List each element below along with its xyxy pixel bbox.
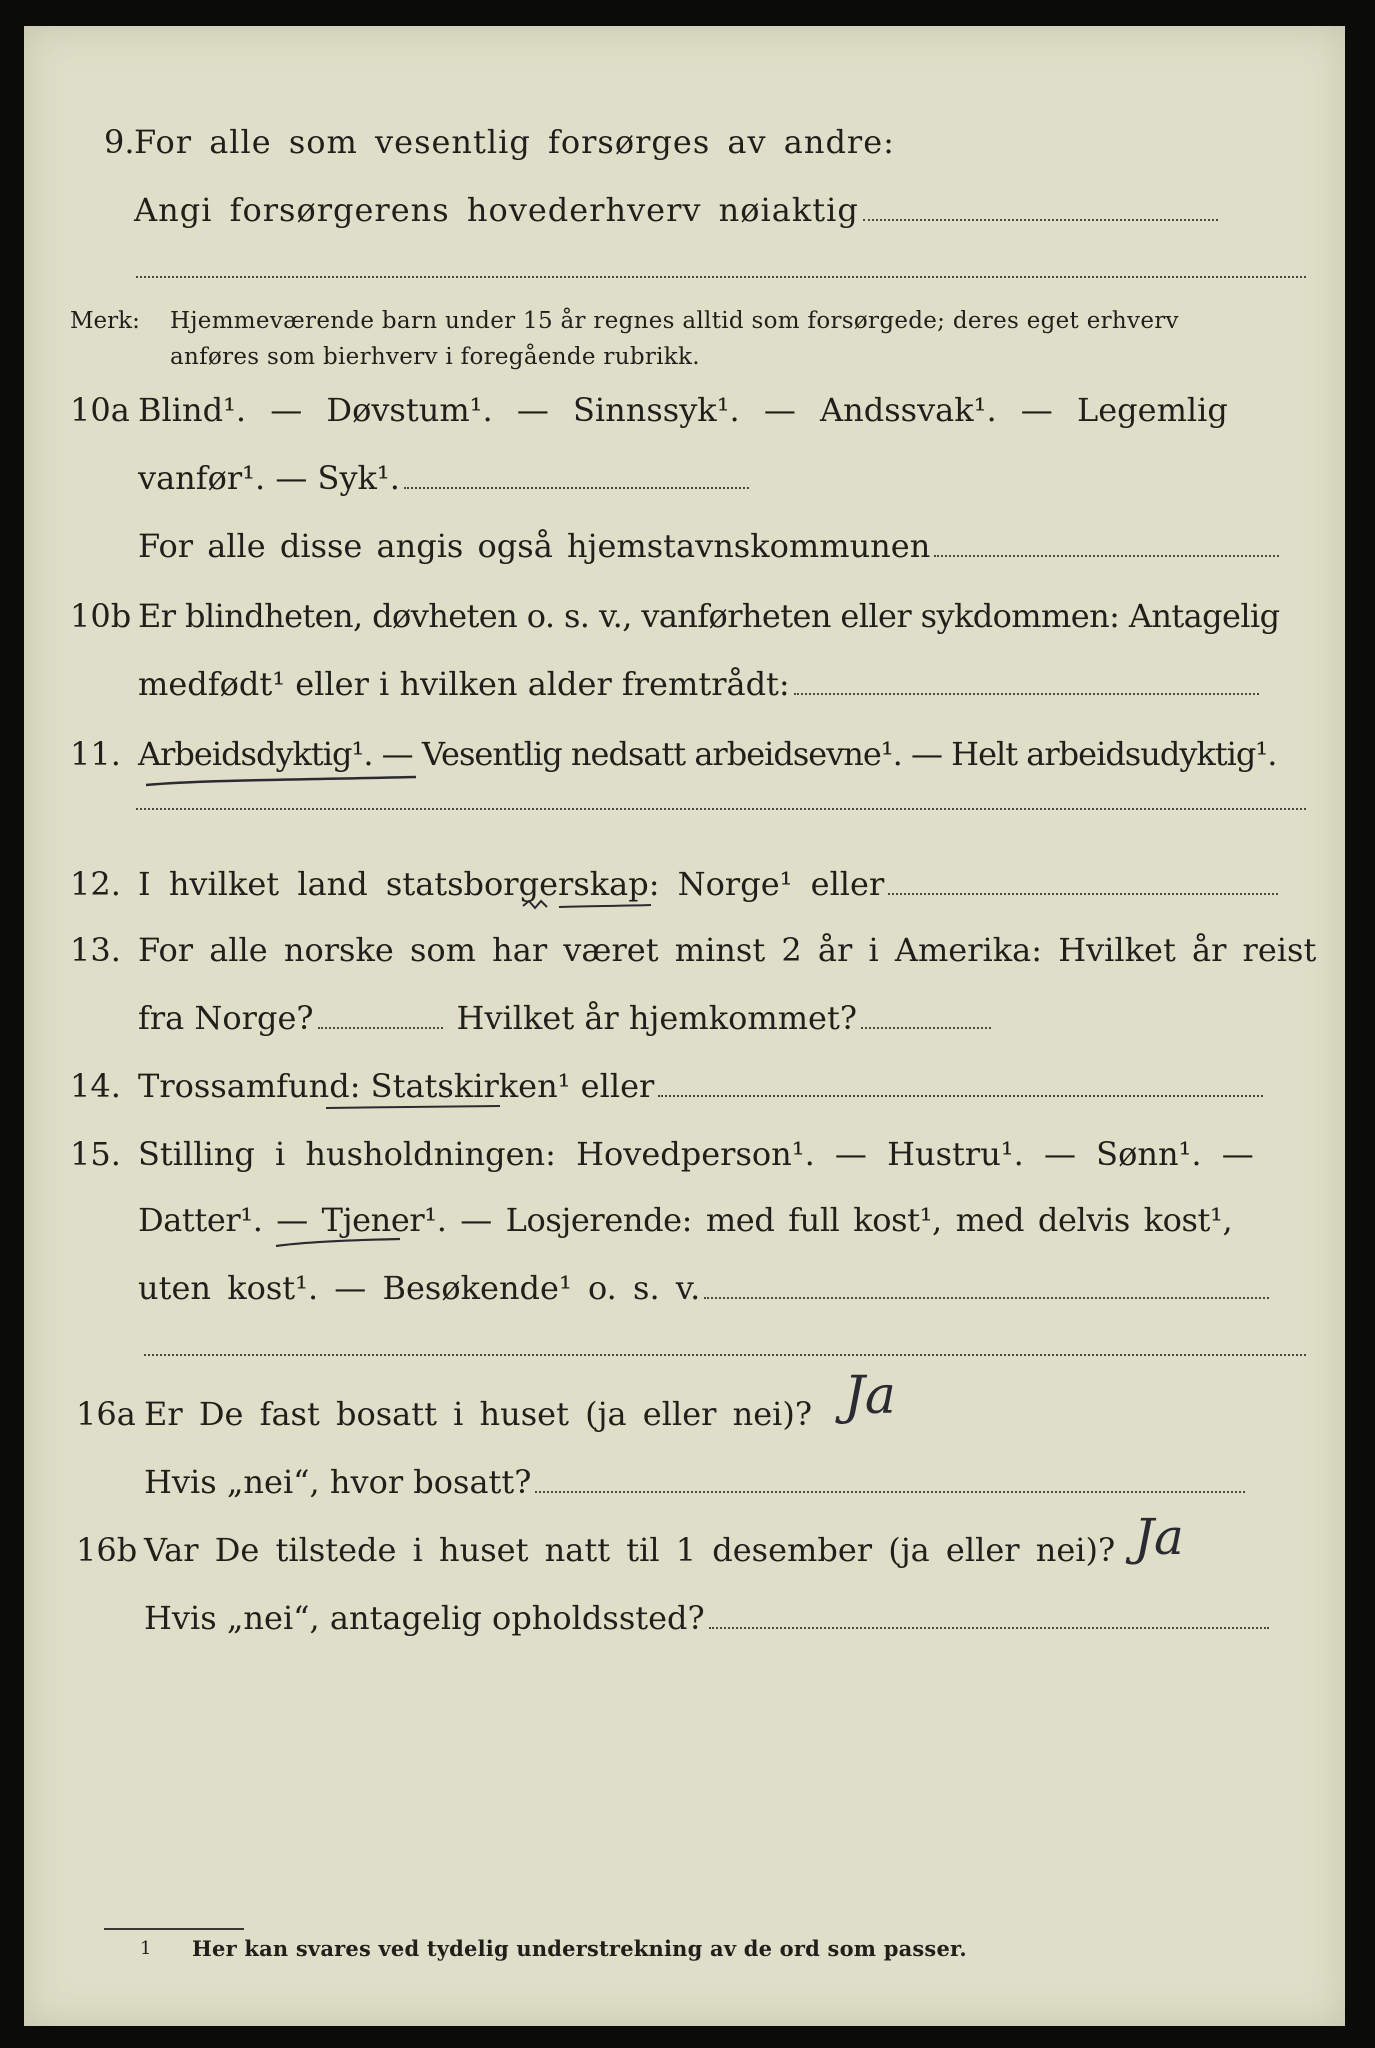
- footnote-mark: 1: [140, 1938, 152, 1959]
- q14-number: 14.: [70, 1067, 121, 1105]
- q16b-line2: [144, 1599, 1269, 1637]
- q13-line1: For alle norske som har været minst 2 år i Amerika: Hvilket år reist: [138, 931, 1317, 969]
- q10a-line2-text: vanfør¹. — Syk¹.: [138, 459, 400, 497]
- q12-answer-field[interactable]: [888, 893, 1278, 895]
- census-form-page: [24, 26, 1345, 2026]
- q10a-line3: [138, 527, 1279, 565]
- q16a-bosatt-field[interactable]: [535, 1491, 1245, 1493]
- q10b-line1: Er blindheten, døvheten o. s. v., vanførheten eller sykdommen: Antagelig: [138, 597, 1280, 635]
- q14-underline-mark: [324, 1102, 504, 1114]
- q16b-line2-text: Hvis „nei“, antagelig opholdssted?: [144, 1599, 705, 1637]
- q11-extra-line: [136, 808, 1306, 810]
- q15-line2: Datter¹. — Tjener¹. — Losjerende: med full kost¹, med delvis kost¹,: [138, 1201, 1233, 1239]
- q11-number: 11.: [70, 735, 121, 773]
- q15-answer-field[interactable]: [704, 1297, 1269, 1299]
- q16a-number: 16a: [76, 1395, 136, 1433]
- q16b-handwritten-answer: Ja: [1134, 1508, 1184, 1566]
- q13-line2: [138, 999, 991, 1037]
- footnote-text: Her kan svares ved tydelig understrekning av de ord som passer.: [192, 1936, 967, 1961]
- q9-number: 9.: [104, 123, 135, 161]
- q12-line1-text: I hvilket land statsborgerskap: Norge¹ eller: [138, 865, 885, 903]
- q16b-opholdssted-field[interactable]: [709, 1627, 1269, 1629]
- q12-line1: [138, 865, 1278, 903]
- q13-number: 13.: [70, 931, 121, 969]
- q11-underline-mark: [144, 771, 424, 791]
- q10a-hjemstavn-field[interactable]: [934, 555, 1279, 557]
- q12-number: 12.: [70, 865, 121, 903]
- merk-line2: anføres som bierhverv i foregående rubrikk.: [170, 344, 700, 370]
- q15-line1: Stilling i husholdningen: Hovedperson¹. — Hustru¹. — Sønn¹. —: [138, 1135, 1254, 1173]
- q16a-line2: [144, 1463, 1245, 1501]
- q16a-line2-text: Hvis „nei“, hvor bosatt?: [144, 1463, 532, 1501]
- q15-line3-text: uten kost¹. — Besøkende¹ o. s. v.: [138, 1269, 701, 1307]
- q10a-number: 10a: [70, 391, 130, 429]
- q16b-line1: Var De tilstede i huset natt til 1 desember (ja eller nei)?: [144, 1531, 1116, 1569]
- q10b-line2-text: medfødt¹ eller i hvilken alder fremtrådt:: [138, 665, 790, 703]
- q10b-number: 10b: [70, 597, 132, 635]
- q15-extra-line: [144, 1354, 1306, 1356]
- q9-answer-field[interactable]: [863, 219, 1218, 221]
- q11-line1: Arbeidsdyktig¹. — Vesentlig nedsatt arbeidsevne¹. — Helt arbeidsudyktig¹.: [138, 735, 1277, 773]
- q12-underline-mark: [519, 898, 659, 914]
- q10a-line3-text: For alle disse angis også hjemstavnskommunen: [138, 527, 931, 565]
- q10b-answer-field[interactable]: [794, 693, 1259, 695]
- q15-underline-mark: [274, 1234, 404, 1250]
- q10a-line1: Blind¹. — Døvstum¹. — Sinnssyk¹. — Andssvak¹. — Legemlig: [138, 391, 1228, 429]
- q10a-answer-field[interactable]: [404, 487, 749, 489]
- q9-line1: For alle som vesentlig forsørges av andre:: [134, 123, 895, 161]
- merk-label: Merk:: [70, 308, 140, 334]
- q9-extra-line: [136, 276, 1306, 278]
- merk-line1: Hjemmeværende barn under 15 år regnes alltid som forsørgede; deres eget erhverv: [170, 308, 1179, 334]
- q14-answer-field[interactable]: [658, 1095, 1263, 1097]
- q14-line1-text: Trossamfund: Statskirken¹ eller: [138, 1067, 655, 1105]
- q13-line2b-text: Hvilket år hjemkommet?: [456, 999, 857, 1037]
- q13-reist-field[interactable]: [318, 1027, 443, 1029]
- q13-hjemkommet-field[interactable]: [861, 1027, 991, 1029]
- q14-line1: [138, 1067, 1263, 1105]
- q16b-number: 16b: [76, 1531, 138, 1569]
- q15-line3: [138, 1269, 1269, 1307]
- q10a-line2: [138, 459, 749, 497]
- footnote-rule: [104, 1928, 244, 1930]
- q16a-line1: Er De fast bosatt i huset (ja eller nei)?: [144, 1395, 813, 1433]
- q15-number: 15.: [70, 1135, 121, 1173]
- q16a-handwritten-answer: Ja: [844, 1366, 896, 1426]
- q9-line2-text: Angi forsørgerens hovederhverv nøiaktig: [134, 191, 859, 229]
- q10b-line2: [138, 665, 1259, 703]
- q9-line2: [134, 191, 1218, 229]
- q13-line2a-text: fra Norge?: [138, 999, 314, 1037]
